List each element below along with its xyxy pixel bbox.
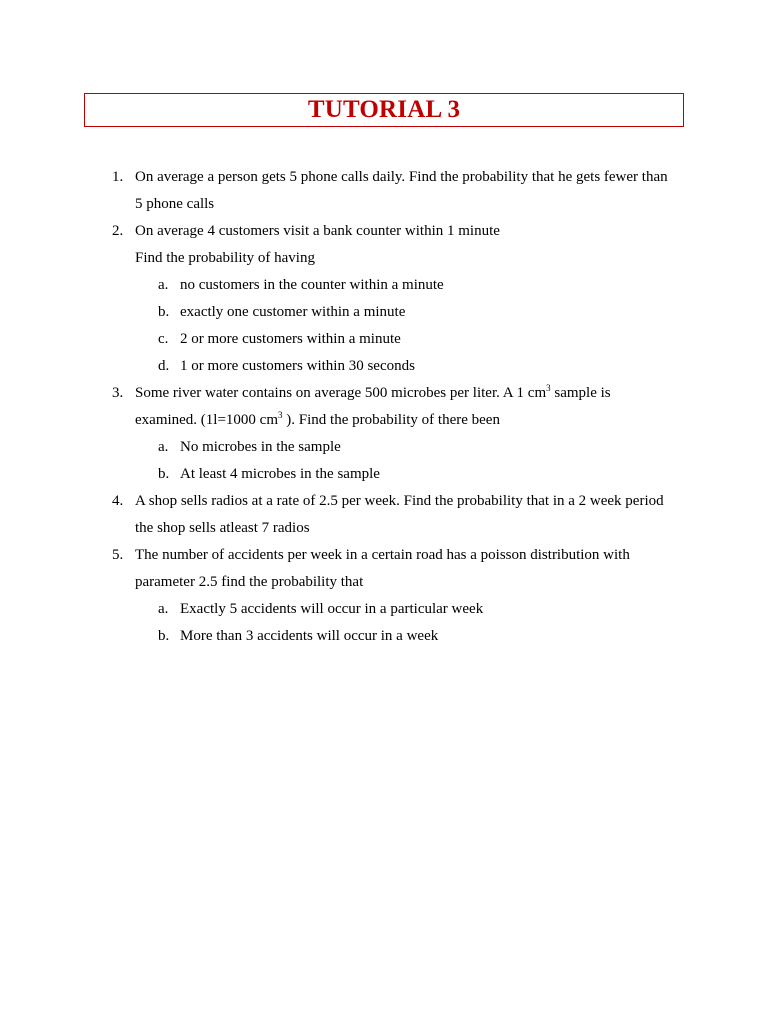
question-text-part-2: sample is examined. (1l=1000 cm <box>135 385 611 428</box>
question-number: 1. <box>112 169 124 185</box>
question-5-part-a <box>0 596 768 623</box>
part-text: 1 or more customers within 30 seconds <box>180 358 415 374</box>
question-2 <box>0 218 675 245</box>
question-number: 2. <box>112 223 124 239</box>
part-letter: b. <box>158 304 170 320</box>
part-text: 2 or more customers within a minute <box>180 331 401 347</box>
part-letter: d. <box>158 358 170 374</box>
part-text: exactly one customer within a minute <box>180 304 406 320</box>
part-text: No microbes in the sample <box>180 439 341 455</box>
part-text: Exactly 5 accidents will occur in a particular week <box>180 601 484 617</box>
question-2-part-b <box>0 299 768 326</box>
page-title: TUTORIAL 3 <box>307 96 461 123</box>
question-text-part-3: ). Find the probability of there been <box>282 412 500 428</box>
question-2-part-d <box>0 353 768 380</box>
question-3-part-a <box>0 434 768 461</box>
part-letter: a. <box>158 277 169 293</box>
question-text: On average 4 customers visit a bank counter within 1 minute <box>135 223 500 239</box>
question-number: 4. <box>112 493 124 509</box>
title-box <box>84 93 684 127</box>
question-5-part-b <box>0 623 768 650</box>
question-4 <box>0 488 675 542</box>
question-2-part-c <box>0 326 768 353</box>
question-text: The number of accidents per week in a certain road has a poisson distribution with parameter 2.5 find the probability that <box>135 547 630 590</box>
question-number: 5. <box>112 547 124 563</box>
part-text: At least 4 microbes in the sample <box>180 466 380 482</box>
question-3-part-b <box>0 461 768 488</box>
part-letter: c. <box>158 331 169 347</box>
question-5 <box>0 542 675 596</box>
part-letter: a. <box>158 601 169 617</box>
question-list <box>0 164 768 650</box>
question-followup: Find the probability of having <box>135 250 315 266</box>
question-text: A shop sells radios at a rate of 2.5 per week. Find the probability that in a 2 week period the shop sells atleast 7 radios <box>135 493 664 536</box>
part-text: More than 3 accidents will occur in a week <box>180 628 439 644</box>
superscript: 3 <box>546 383 551 393</box>
question-2-part-a <box>0 272 768 299</box>
question-text: On average a person gets 5 phone calls daily. Find the probability that he gets fewer than 5 phone calls <box>135 169 668 212</box>
superscript: 3 <box>278 410 283 420</box>
question-text-part-1: Some river water contains on average 500 microbes per liter. A 1 cm <box>135 385 547 401</box>
part-letter: a. <box>158 439 169 455</box>
part-text: no customers in the counter within a minute <box>180 277 444 293</box>
question-3 <box>0 380 675 434</box>
part-letter: b. <box>158 628 170 644</box>
question-1 <box>0 164 675 218</box>
question-number: 3. <box>112 385 124 401</box>
part-letter: b. <box>158 466 170 482</box>
